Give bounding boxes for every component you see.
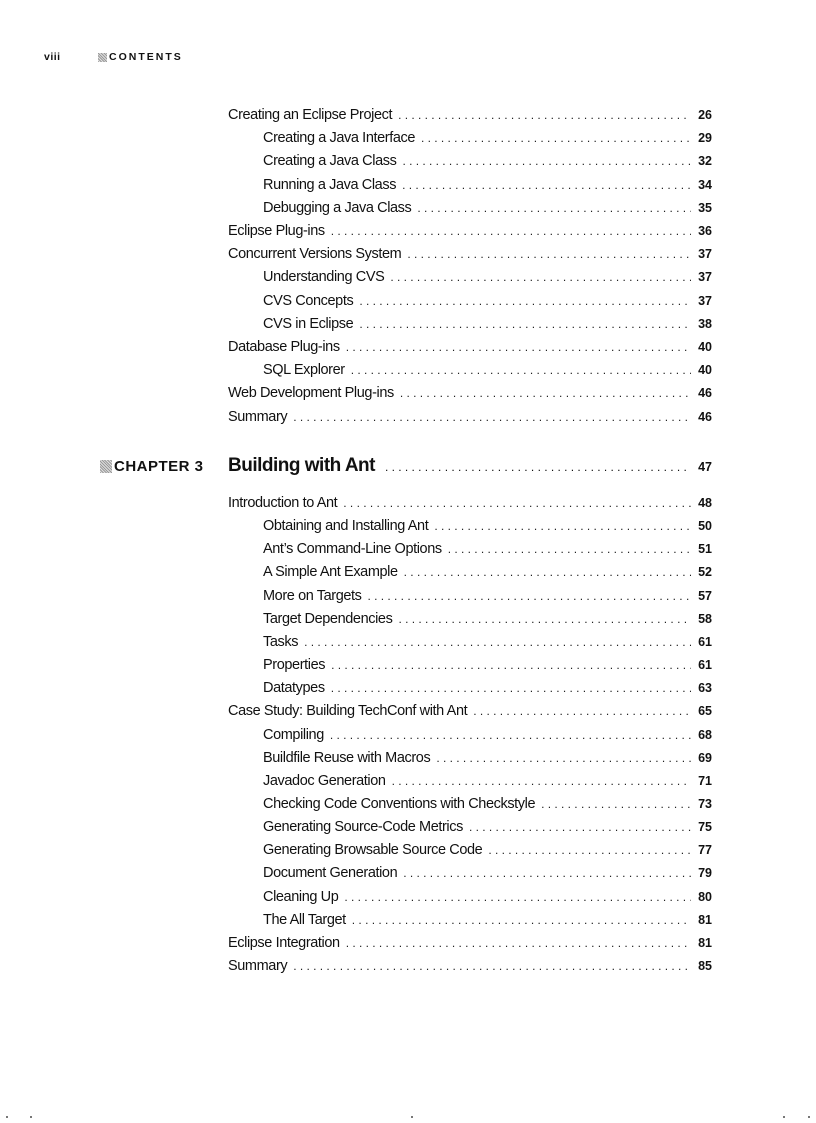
toc-entry[interactable] [263, 197, 712, 220]
toc-entry-title: Creating an Eclipse Project [228, 107, 393, 123]
toc-entry-title: Summary [228, 408, 288, 425]
dot-leader [448, 538, 691, 561]
toc-entry-title: Eclipse Integration [228, 934, 340, 951]
dot-leader [359, 290, 691, 313]
toc-entry[interactable] [263, 793, 712, 816]
toc-entry-title: CVS in Eclipse [263, 315, 354, 332]
toc-entry[interactable] [263, 862, 712, 885]
toc-entry-title: Checking Code Conventions with Checkstyle [263, 795, 536, 812]
toc-entry[interactable] [263, 631, 712, 654]
dot-leader [404, 561, 691, 584]
toc-entry[interactable] [228, 382, 712, 405]
toc-entry-title: Debugging a Java Class [263, 199, 412, 216]
toc-entry-title: Ant’s Command-Line Options [263, 541, 442, 558]
dot-leader [368, 585, 691, 608]
toc-entry-page: 68 [698, 727, 712, 742]
toc-entry-page: 58 [698, 611, 712, 626]
toc-entry-title: Database Plug-ins [228, 339, 340, 355]
toc-entry-page: 34 [698, 177, 712, 192]
dot-leader [385, 454, 691, 480]
toc-entry-page: 65 [698, 704, 712, 719]
toc-entry[interactable] [228, 492, 712, 515]
toc-entry-title: CVS Concepts [263, 292, 354, 309]
chapter-page-number: 47 [698, 460, 712, 474]
dot-leader [541, 793, 691, 816]
toc-entry[interactable] [228, 104, 712, 127]
dot-leader [402, 150, 691, 173]
toc-entry[interactable] [263, 886, 712, 909]
toc-entry-title: Datatypes [263, 680, 325, 697]
toc-entry[interactable] [263, 359, 712, 382]
toc-entry-page: 61 [698, 658, 712, 673]
toc-entry[interactable] [263, 724, 712, 747]
edge-mark [808, 1116, 810, 1118]
toc-entry[interactable] [263, 747, 712, 770]
toc-entry-title: Compiling [263, 726, 324, 743]
chapter-marker-icon [100, 460, 112, 473]
toc-entry-page: 40 [698, 340, 712, 354]
dot-leader [343, 492, 691, 515]
dot-leader [346, 336, 691, 359]
toc-entry-page: 48 [698, 496, 712, 510]
dot-leader [331, 654, 691, 677]
toc-entry-page: 57 [698, 588, 712, 603]
section-marker-icon [98, 53, 107, 62]
toc-entry-page: 51 [698, 542, 712, 557]
toc-entry-page: 50 [698, 519, 712, 534]
toc-entry-title: Understanding CVS [263, 269, 385, 286]
toc-entry[interactable] [263, 816, 712, 839]
toc-entry-title: More on Targets [263, 587, 362, 604]
toc-entry-title: Properties [263, 657, 326, 674]
toc-entry[interactable] [228, 932, 712, 955]
toc-entry-title: Creating a Java Interface [263, 130, 416, 147]
dot-leader [359, 313, 691, 336]
dot-leader [434, 515, 691, 538]
dot-leader [390, 266, 691, 289]
dot-leader [346, 932, 691, 955]
toc-entry-title: Cleaning Up [263, 888, 339, 905]
toc-entry-page: 37 [698, 270, 712, 285]
toc-entry-title: Summary [228, 958, 288, 974]
toc-entry-title: Generating Source-Code Metrics [263, 819, 463, 836]
dot-leader [488, 839, 691, 862]
toc-entry-title: A Simple Ant Example [263, 564, 398, 581]
toc-entry[interactable] [263, 150, 712, 173]
toc-entry-page: 81 [698, 935, 712, 950]
toc-entry-title: Obtaining and Installing Ant [263, 518, 429, 535]
dot-leader [436, 747, 691, 770]
toc-entry-title: Javadoc Generation [263, 772, 386, 789]
toc-entry-page: 35 [698, 200, 712, 215]
toc-entry[interactable] [263, 313, 712, 336]
toc-entry-title: Tasks [263, 633, 299, 650]
toc-entry-title: Eclipse Plug-ins [228, 223, 325, 239]
toc-entry-page: 37 [698, 293, 712, 308]
dot-leader [293, 406, 691, 429]
toc-entry-title: Document Generation [263, 865, 398, 882]
toc-entry-page: 37 [698, 247, 712, 262]
toc-entry-title: Target Dependencies [263, 610, 393, 627]
toc-entry[interactable] [263, 654, 712, 677]
toc-entry[interactable] [228, 955, 712, 978]
toc-entry-title: Concurrent Versions System [228, 246, 402, 263]
chapter-label-text: CHAPTER 3 [114, 457, 204, 475]
edge-mark [6, 1116, 8, 1118]
toc-entry-page: 52 [698, 565, 712, 580]
page-number: viii [44, 51, 61, 63]
dot-leader [421, 127, 691, 150]
toc-entry-page: 29 [698, 131, 712, 146]
toc-entry-page: 26 [698, 108, 712, 122]
toc-entry-page: 40 [698, 363, 712, 378]
toc-entry[interactable] [263, 770, 712, 793]
toc-entry-page: 73 [698, 796, 712, 811]
edge-mark [30, 1116, 32, 1118]
toc-entry-page: 32 [698, 154, 712, 169]
toc-entry[interactable] [263, 174, 712, 197]
dot-leader [351, 359, 691, 382]
toc-entry[interactable] [263, 561, 712, 584]
toc-entry-page: 36 [698, 224, 712, 238]
edge-mark [411, 1116, 413, 1118]
dot-leader [400, 382, 691, 405]
toc-entry[interactable] [263, 290, 712, 313]
toc-entry[interactable] [263, 909, 712, 932]
toc-entry[interactable] [263, 515, 712, 538]
toc-entry[interactable] [263, 585, 712, 608]
section-title: CONTENTS [109, 51, 183, 63]
toc-entry[interactable] [263, 127, 712, 150]
toc-entry-page: 85 [698, 959, 712, 973]
toc-entry-title: Buildfile Reuse with Macros [263, 749, 431, 766]
toc-entry-page: 80 [698, 889, 712, 904]
toc-entry[interactable] [263, 538, 712, 561]
chapter-label [100, 455, 204, 477]
toc-entry-page: 46 [698, 386, 712, 401]
dot-leader [304, 631, 691, 654]
toc-entry[interactable] [228, 220, 712, 243]
toc-entry-page: 71 [698, 773, 712, 788]
dot-leader [417, 197, 691, 220]
toc-entry[interactable] [228, 243, 712, 266]
toc-entry-page: 81 [698, 912, 712, 927]
toc-entry[interactable] [263, 839, 712, 862]
toc-entry-title: Creating a Java Class [263, 153, 397, 170]
dot-leader [398, 608, 691, 631]
toc-entry-page: 79 [698, 866, 712, 881]
dot-leader [402, 174, 691, 197]
dot-leader [330, 724, 691, 747]
dot-leader [473, 700, 691, 723]
toc-entry[interactable] [263, 266, 712, 289]
toc-entry[interactable] [263, 677, 712, 700]
toc-entry-page: 75 [698, 820, 712, 835]
chapter-entry[interactable] [228, 453, 712, 479]
dot-leader [293, 955, 691, 978]
toc-entry-page: 63 [698, 681, 712, 696]
dot-leader [331, 677, 691, 700]
toc-entry-page: 61 [698, 634, 712, 649]
toc-entry-title: Generating Browsable Source Code [263, 842, 483, 859]
toc-entry-page: 69 [698, 750, 712, 765]
dot-leader [469, 816, 691, 839]
toc-entry-page: 46 [698, 409, 712, 424]
toc-entry-title: SQL Explorer [263, 362, 345, 379]
running-head [44, 50, 183, 64]
dot-leader [331, 220, 691, 243]
dot-leader [407, 243, 691, 266]
dot-leader [344, 886, 691, 909]
dot-leader [392, 770, 691, 793]
dot-leader [352, 909, 691, 932]
toc-entry-title: Running a Java Class [263, 176, 397, 193]
dot-leader [403, 862, 691, 885]
toc-entry-title: Case Study: Building TechConf with Ant [228, 703, 468, 720]
toc-entry-title: Introduction to Ant [228, 495, 338, 511]
dot-leader [398, 104, 691, 127]
toc-entry[interactable] [228, 700, 712, 723]
toc-entry-page: 77 [698, 843, 712, 858]
toc-entry[interactable] [228, 406, 712, 429]
chapter-title: Building with Ant [228, 455, 375, 476]
edge-mark [783, 1116, 785, 1118]
toc-entry-page: 38 [698, 316, 712, 331]
toc-entry-title: Web Development Plug-ins [228, 385, 394, 402]
toc-entry[interactable] [263, 608, 712, 631]
toc-entry[interactable] [228, 336, 712, 359]
toc-entry-title: The All Target [263, 911, 346, 928]
